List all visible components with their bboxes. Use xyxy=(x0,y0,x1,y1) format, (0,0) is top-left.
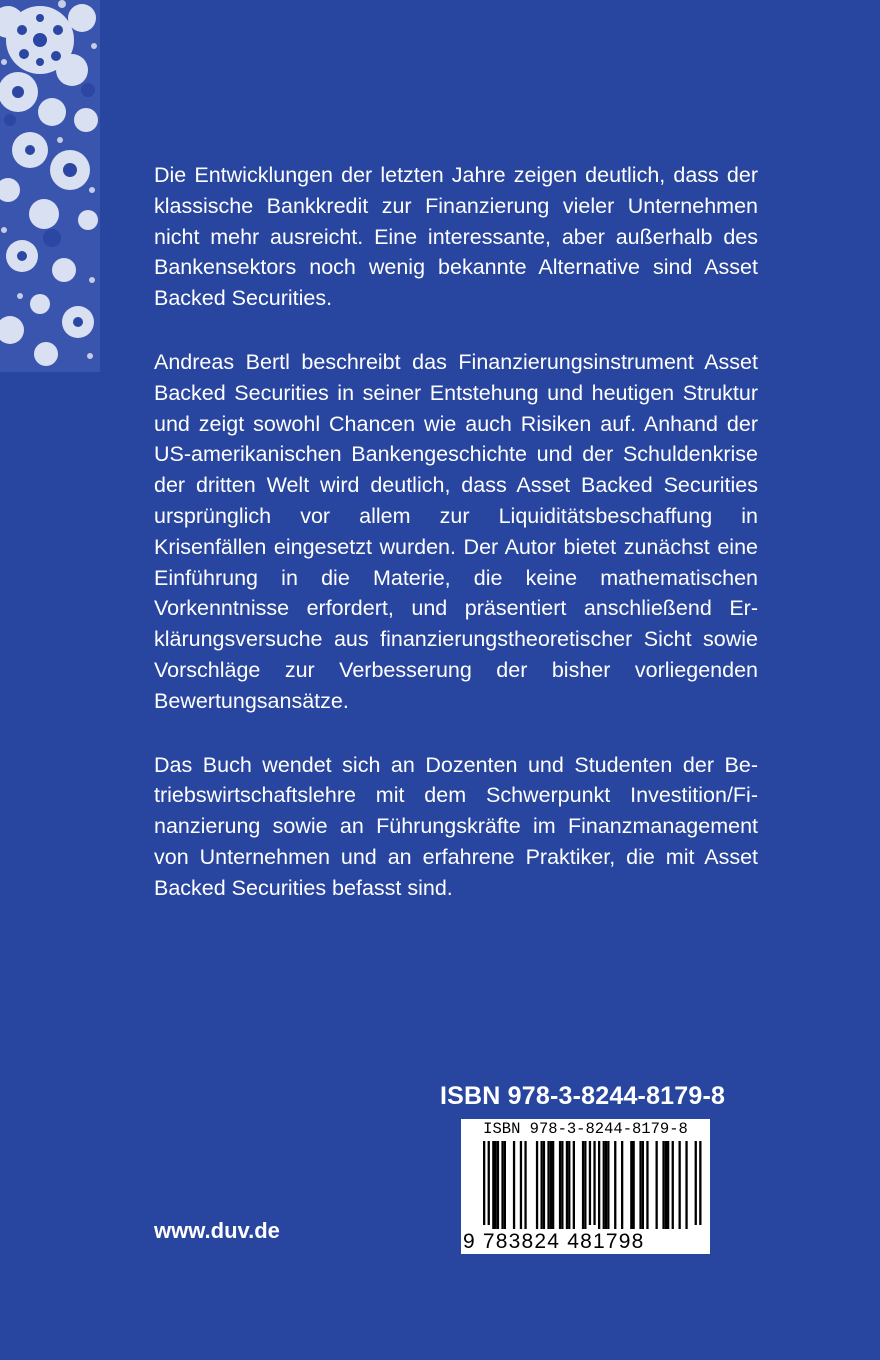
barcode-bar xyxy=(488,1141,490,1225)
barcode-bar xyxy=(568,1141,570,1229)
barcode-isbn-text: ISBN 978-3-8244-8179-8 xyxy=(483,1120,688,1138)
barcode-bar xyxy=(633,1141,635,1229)
barcode-bar xyxy=(582,1141,584,1229)
barcode-bar xyxy=(605,1141,607,1229)
barcode-bar xyxy=(589,1141,591,1225)
barcode-bar xyxy=(559,1141,561,1229)
barcode-bar xyxy=(685,1141,687,1229)
barcode-bar xyxy=(483,1141,485,1225)
barcode-bar xyxy=(593,1141,595,1225)
barcode-bar xyxy=(504,1141,506,1229)
barcode-bar xyxy=(679,1141,681,1229)
barcode-bar xyxy=(662,1141,664,1229)
barcode-bar xyxy=(639,1141,641,1229)
barcode-bar xyxy=(603,1141,605,1229)
barcode-bar xyxy=(501,1141,503,1229)
barcode-bar xyxy=(607,1141,609,1229)
barcode-bar xyxy=(584,1141,586,1229)
barcode-bar xyxy=(672,1141,674,1229)
barcode-bar xyxy=(665,1141,667,1229)
barcode-bar xyxy=(543,1141,545,1229)
isbn-label: ISBN 978-3-8244-8179-8 xyxy=(440,1082,726,1110)
barcode-bar xyxy=(495,1141,497,1229)
blurb-paragraph: Andreas Bertl beschreibt das Finanzierungsinstrument Asset Backed Securities in seiner Entstehung und heutigen Struktur und zeigt sowohl Chancen wie auch Risiken auf. Anhand der US-amerikanischen Bankengeschichte und der Schuldenkrise der dritten Welt wird deutlich, dass Asset Backed Securities ursprünglich vor allem zur Liquiditätsbeschaffung in Krisenfällen eingesetzt wurden. Der Autor bietet zunächst eine Einführung in die Materie, die keine mathematischen Vorkenntnisse erfordert, und präsentiert anschließend Erklärungsversuche aus finanzierungstheoretischer Sicht sowie Vorschläge zur Verbesserung der bisher vorliegenden Bewertungsansätze. xyxy=(154,349,758,713)
barcode-bar xyxy=(667,1141,669,1229)
blurb-paragraph: Die Entwicklungen der letzten Jahre zeigen deutlich, dass der klassische Bankkredit zur Finanzierung vieler Unternehmen nicht mehr ausreicht. Eine interessante, aber außerhalb des Bankensektors noch wenig bekannte Alternative sind Asset Backed Securities. xyxy=(154,163,758,311)
barcode-bar xyxy=(552,1141,554,1229)
barcode-bar xyxy=(492,1141,494,1229)
blurb-paragraph: Das Buch wendet sich an Dozenten und Studenten der Betriebswirtschaftslehre mit dem Schwerpunkt Investition/Finanzierung sowie an Führungskräfte im Finanzmanagement von Unternehmen und an erfahrene Praktiker, die mit Asset Backed Securities befasst sind. xyxy=(154,752,758,900)
barcode-bar xyxy=(513,1141,515,1229)
barcode-bar xyxy=(550,1141,552,1229)
barcode-bar xyxy=(642,1141,644,1229)
barcode-ean-digits: 9 783824 481798 xyxy=(463,1230,645,1253)
barcode-bar xyxy=(656,1141,658,1229)
barcode-bar xyxy=(536,1141,538,1229)
publisher-url: www.duv.de xyxy=(154,1218,280,1243)
abstract-floral-pattern-icon xyxy=(0,0,100,372)
barcode-bar xyxy=(598,1141,600,1229)
barcode-bar xyxy=(646,1141,648,1229)
isbn-barcode xyxy=(461,1119,710,1254)
barcode-bar xyxy=(524,1141,526,1229)
barcode-bar xyxy=(566,1141,568,1229)
barcode-bar xyxy=(547,1141,549,1229)
barcode-bar xyxy=(497,1141,499,1229)
barcode-bar xyxy=(621,1141,623,1229)
blurb-text xyxy=(154,160,758,937)
barcode-bar xyxy=(630,1141,632,1229)
barcode-bar xyxy=(573,1141,575,1229)
barcode-bar xyxy=(614,1141,616,1229)
barcode-bar xyxy=(699,1141,701,1225)
barcode-bar xyxy=(520,1141,522,1229)
barcode-bar xyxy=(695,1141,697,1225)
barcode-bar xyxy=(561,1141,563,1229)
barcode-bar xyxy=(541,1141,543,1229)
